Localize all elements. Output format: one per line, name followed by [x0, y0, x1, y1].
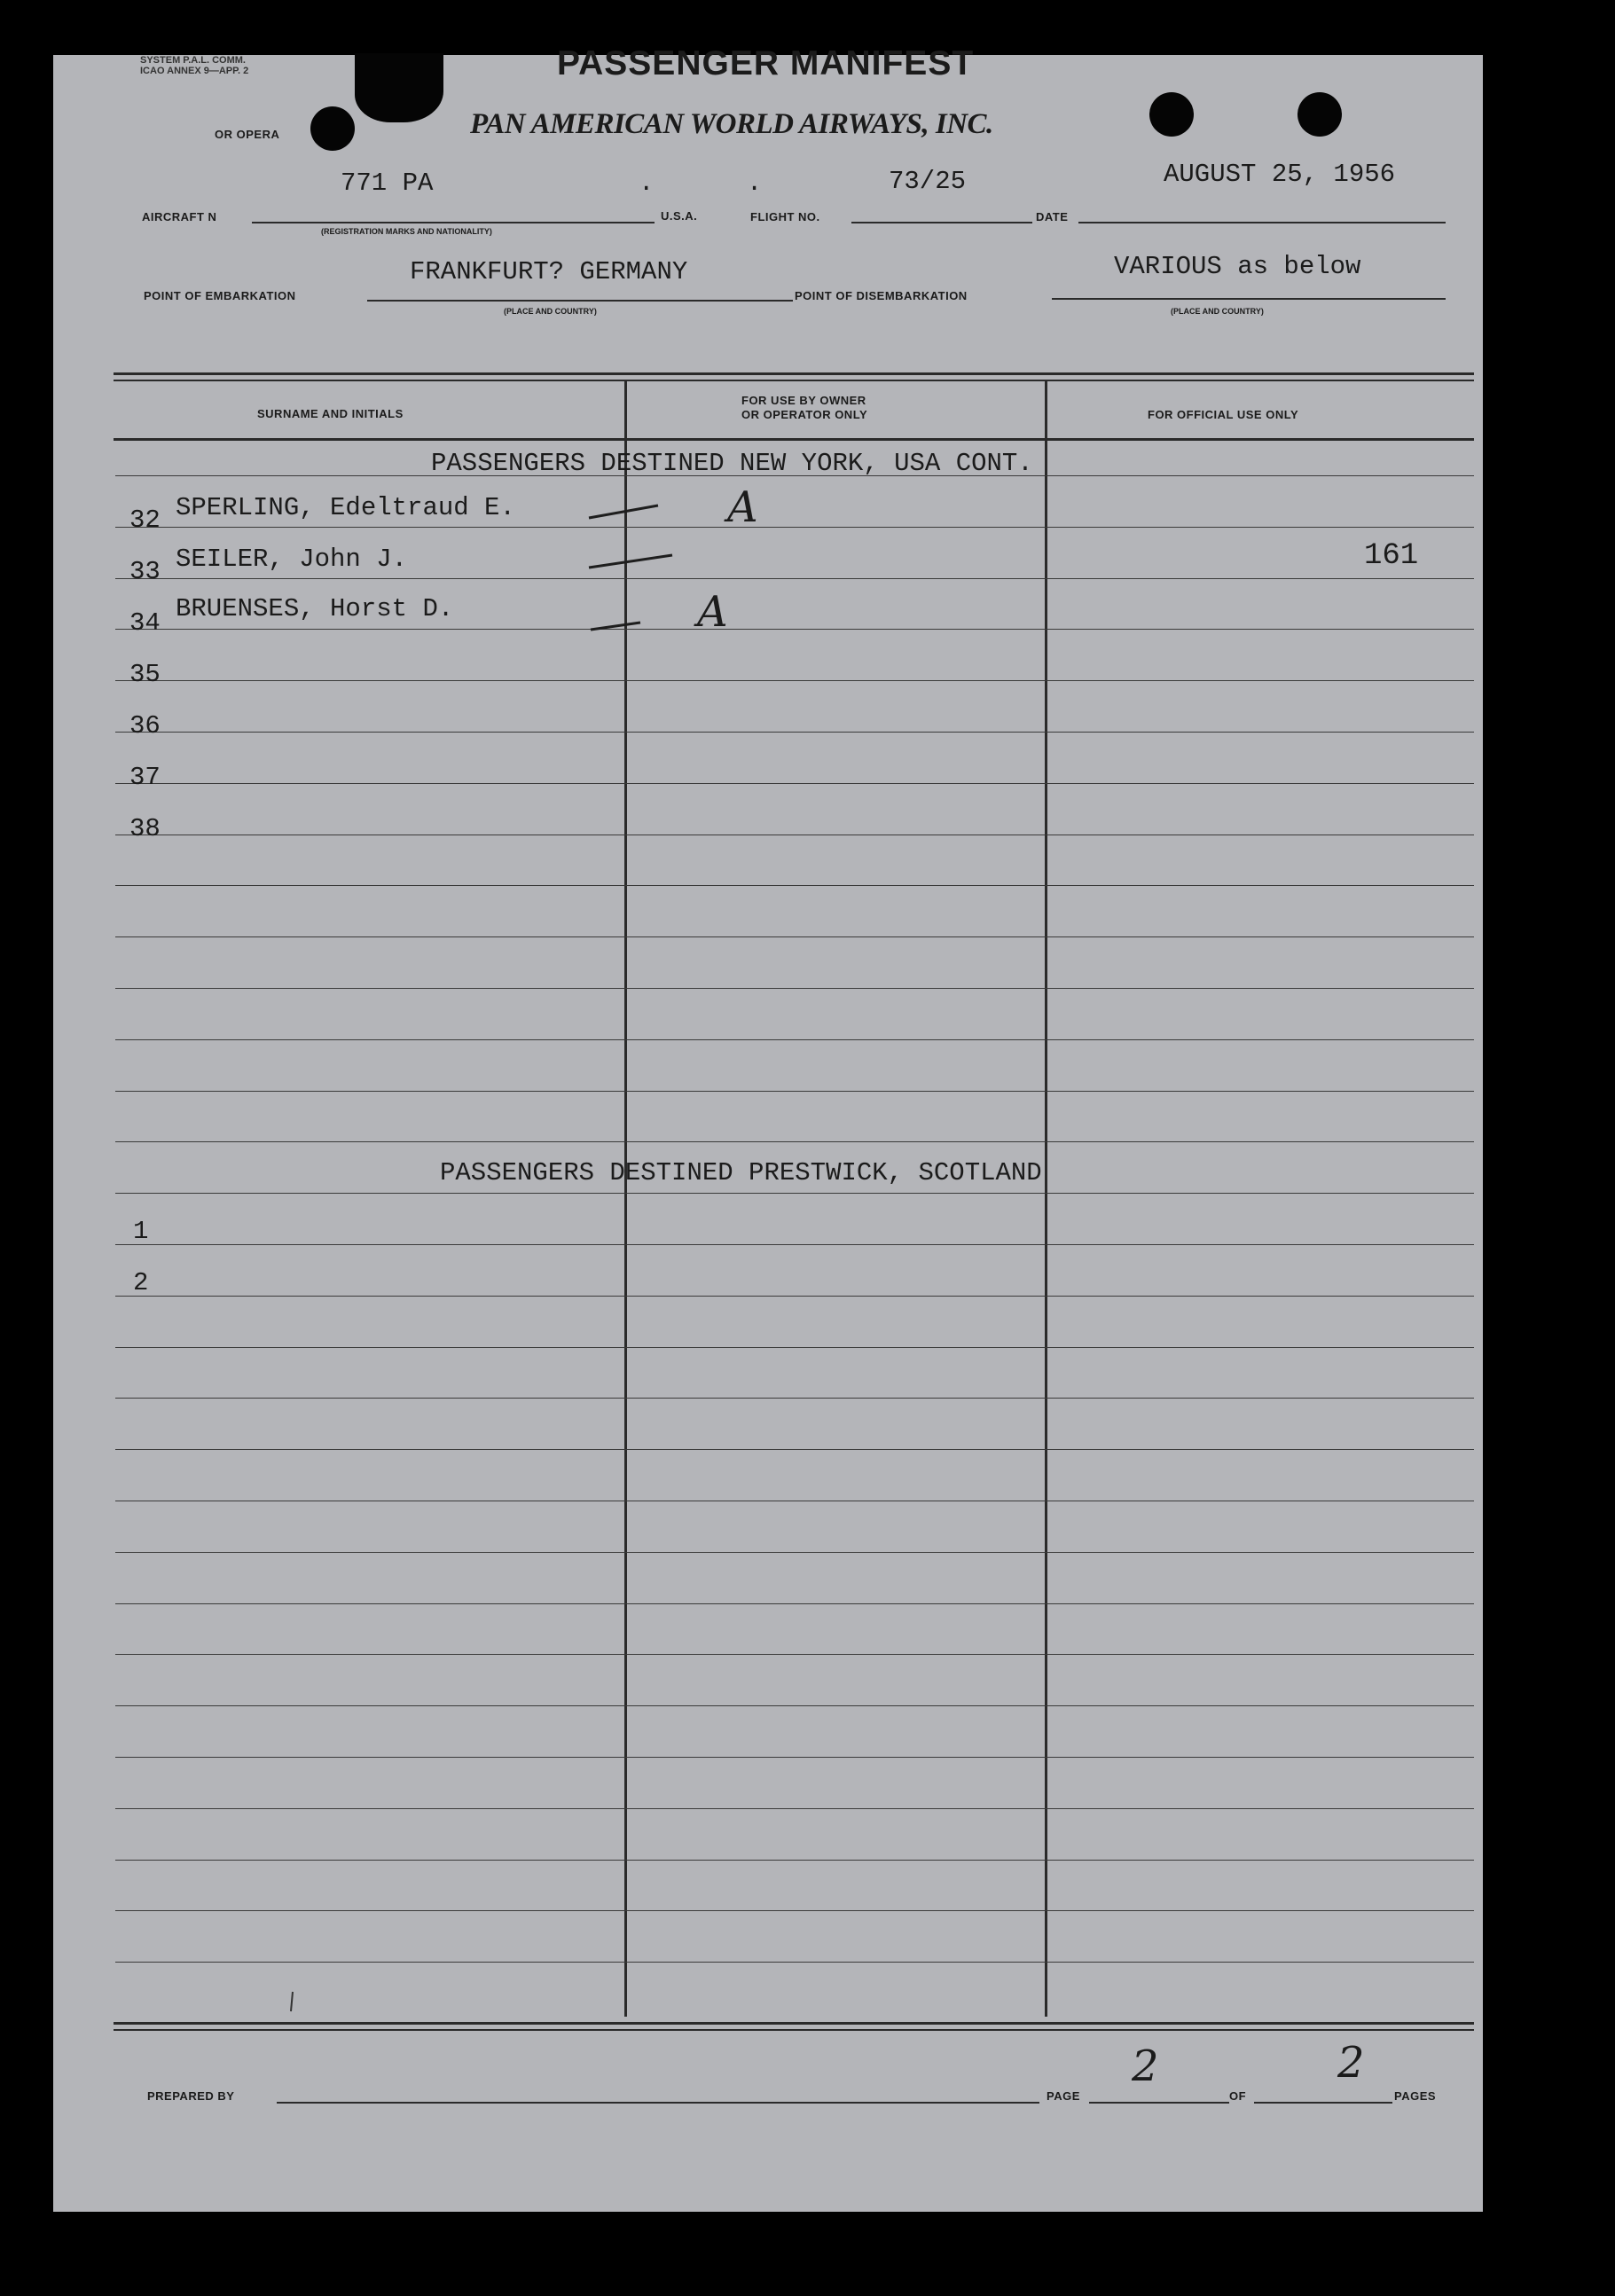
aircraft-underline [252, 222, 655, 223]
passenger-name[interactable]: SPERLING, Edeltraud E. [176, 493, 515, 522]
registration-note: (REGISTRATION MARKS AND NATIONALITY) [321, 227, 492, 236]
page-underline [1089, 2102, 1229, 2104]
flight-value: 73/25 [889, 167, 967, 196]
header-bottom-rule [114, 438, 1474, 441]
ruled-line [115, 1296, 1474, 1297]
row-number: 38 [129, 814, 161, 843]
row-number: 37 [129, 763, 161, 792]
date-underline [1078, 222, 1446, 223]
ruled-line [115, 629, 1474, 630]
page-value: 2 [1132, 2041, 1159, 2091]
page-label: PAGE [1047, 2089, 1080, 2103]
punch-hole-right-2 [1297, 92, 1342, 137]
ruled-line [115, 1141, 1474, 1142]
footer-top-rule [114, 2022, 1474, 2025]
col-header-surname: SURNAME AND INITIALS [257, 407, 404, 420]
official-value: 161 [1364, 539, 1419, 573]
punch-hole-left [310, 106, 355, 151]
manifest-sheet [53, 55, 1483, 2212]
date-label: DATE [1036, 210, 1069, 223]
usa-label: U.S.A. [661, 209, 698, 223]
place-note: (PLACE AND COUNTRY) [504, 307, 597, 316]
disembark-value: VARIOUS as below [1114, 252, 1361, 281]
ruled-line [115, 1039, 1474, 1040]
table-top-rule-2 [114, 380, 1474, 381]
ruled-line [115, 732, 1474, 733]
ruled-line [115, 1449, 1474, 1450]
ruled-line [115, 1603, 1474, 1604]
row-number: 34 [129, 608, 161, 638]
ruled-line [115, 1757, 1474, 1758]
ruled-line [115, 1654, 1474, 1655]
ruled-line [115, 783, 1474, 784]
aircraft-value: 771 PA [341, 168, 434, 198]
typed-dots: . . [639, 168, 763, 198]
handwritten-mark: A [697, 587, 728, 637]
col-header-owner-2: OR OPERATOR ONLY [741, 408, 868, 421]
prepared-label: PREPARED BY [147, 2089, 235, 2103]
ruled-line [115, 1860, 1474, 1861]
disembark-underline [1052, 298, 1446, 300]
col-header-owner-1: FOR USE BY OWNER [741, 394, 866, 407]
embark-label: POINT OF EMBARKATION [144, 289, 296, 302]
page-title: PASSENGER MANIFEST [557, 44, 975, 82]
disembark-label: POINT OF DISEMBARKATION [795, 289, 968, 302]
place-note-2: (PLACE AND COUNTRY) [1171, 307, 1264, 316]
ruled-line [115, 1244, 1474, 1245]
passenger-name[interactable]: SEILER, John J. [176, 545, 408, 574]
ruled-line [115, 1552, 1474, 1553]
ruled-line [115, 1193, 1474, 1194]
passenger-name[interactable]: BRUENSES, Horst D. [176, 594, 454, 623]
handwritten-mark: A [727, 482, 758, 532]
ruled-line [115, 1398, 1474, 1399]
ruled-line [115, 1962, 1474, 1963]
row-number: 35 [129, 660, 161, 689]
row-number: 1 [133, 1217, 149, 1246]
footer-top-rule-2 [114, 2029, 1474, 2031]
ruled-line [115, 1808, 1474, 1809]
of-underline [1254, 2102, 1392, 2104]
ruled-line [115, 885, 1474, 886]
ruled-line [115, 680, 1474, 681]
ruled-line [115, 1347, 1474, 1348]
punch-hole-torn [355, 53, 443, 122]
ruled-line [115, 936, 1474, 937]
col-header-official: FOR OFFICIAL USE ONLY [1148, 408, 1299, 421]
ruled-line [115, 1091, 1474, 1092]
row-number: 33 [129, 557, 161, 586]
column-divider-2 [1045, 381, 1047, 2017]
form-reference: SYSTEM P.A.L. COMM. ICAO ANNEX 9—APP. 2 [140, 55, 249, 76]
row-number: 36 [129, 711, 161, 741]
pages-label: PAGES [1394, 2089, 1437, 2103]
embark-underline [367, 300, 793, 302]
row-number: 32 [129, 505, 161, 535]
section-heading-prestwick: PASSENGERS DESTINED PRESTWICK, SCOTLAND [440, 1158, 1042, 1187]
date-value: AUGUST 25, 1956 [1164, 160, 1396, 189]
pages-value: 2 [1337, 2038, 1365, 2088]
section-heading-new-york: PASSENGERS DESTINED NEW YORK, USA CONT. [431, 449, 1033, 478]
airline-name: PAN AMERICAN WORLD AIRWAYS, INC. [470, 108, 993, 140]
operator-label: OR OPERA [215, 128, 280, 141]
ruled-line [115, 988, 1474, 989]
flight-underline [851, 222, 1032, 223]
table-top-rule [114, 372, 1474, 375]
ruled-line [115, 578, 1474, 579]
embark-value: FRANKFURT? GERMANY [410, 257, 688, 286]
column-divider-1 [624, 381, 627, 2017]
aircraft-label: AIRCRAFT N [142, 210, 217, 223]
ruled-line [115, 1910, 1474, 1911]
row-number: 2 [133, 1268, 149, 1297]
flight-label: FLIGHT NO. [750, 210, 820, 223]
ruled-line [115, 527, 1474, 528]
ruled-line [115, 1705, 1474, 1706]
punch-hole-right-1 [1149, 92, 1194, 137]
of-label: OF [1229, 2089, 1247, 2103]
prepared-underline [277, 2102, 1039, 2104]
